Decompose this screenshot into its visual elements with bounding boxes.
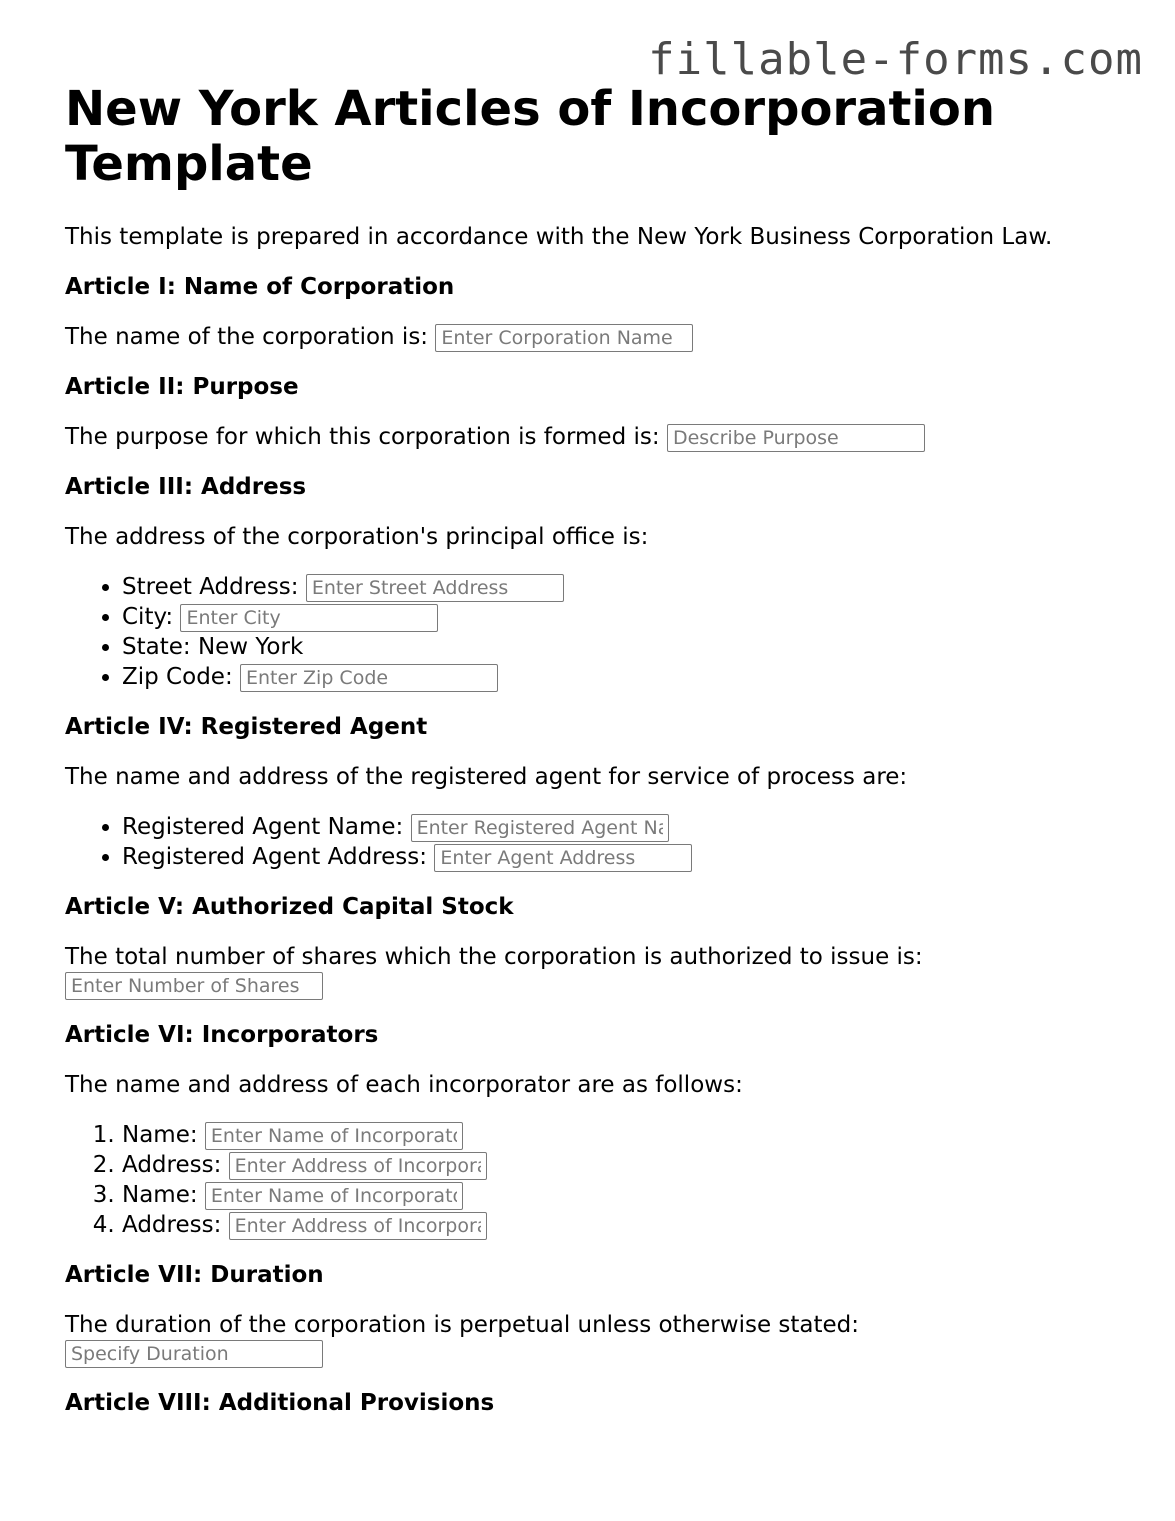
watermark: fillable-forms.com (648, 34, 1143, 85)
article-5-text (65, 942, 1125, 1000)
article-1-text (65, 322, 1125, 352)
article-7-text (65, 1310, 1125, 1368)
article-2-heading: Article II: Purpose (65, 374, 299, 400)
list-item (122, 1210, 1125, 1240)
page-title: New York Articles of Incorporation Template (65, 81, 996, 192)
state-text: State: New York (122, 634, 304, 660)
incorporator-1-address-input[interactable] (229, 1152, 487, 1180)
list-item (122, 842, 1125, 872)
article-7-heading: Article VII: Duration (65, 1262, 324, 1288)
incorporator-2-address-label: Address: (122, 1212, 222, 1238)
agent-name-input[interactable] (411, 814, 669, 842)
purpose-input[interactable] (667, 424, 925, 452)
agent-list (65, 812, 1125, 872)
incorporator-1-address-label: Address: (122, 1152, 222, 1178)
list-item (122, 602, 1125, 632)
list-item (122, 1150, 1125, 1180)
shares-label: The total number of shares which the corporation is authorized to issue is: (65, 944, 923, 970)
incorporator-2-name-input[interactable] (205, 1182, 463, 1210)
list-item (122, 812, 1125, 842)
duration-input[interactable] (65, 1340, 323, 1368)
article-6-text: The name and address of each incorporator are as follows: (65, 1072, 743, 1098)
article-5-heading: Article V: Authorized Capital Stock (65, 894, 514, 920)
intro-text: This template is prepared in accordance with the New York Business Corporation Law. (65, 224, 1053, 250)
corporation-name-label: The name of the corporation is: (65, 324, 429, 350)
shares-input[interactable] (65, 972, 323, 1000)
list-item (122, 632, 1125, 662)
article-2-text (65, 422, 1125, 452)
city-input[interactable] (180, 604, 438, 632)
zip-code-input[interactable] (240, 664, 498, 692)
incorporator-2-name-label: Name: (122, 1182, 198, 1208)
city-label: City: (122, 604, 174, 630)
incorporator-2-address-input[interactable] (229, 1212, 487, 1240)
incorporator-1-name-input[interactable] (205, 1122, 463, 1150)
list-item (122, 662, 1125, 692)
street-address-input[interactable] (306, 574, 564, 602)
zip-code-label: Zip Code: (122, 664, 233, 690)
list-item (122, 1120, 1125, 1150)
agent-name-label: Registered Agent Name: (122, 814, 404, 840)
agent-address-label: Registered Agent Address: (122, 844, 427, 870)
article-3-heading: Article III: Address (65, 474, 307, 500)
duration-label: The duration of the corporation is perpetual unless otherwise stated: (65, 1312, 860, 1338)
incorporators-list (65, 1120, 1125, 1240)
purpose-label: The purpose for which this corporation is formed is: (65, 424, 660, 450)
incorporator-1-name-label: Name: (122, 1122, 198, 1148)
article-8-heading: Article VIII: Additional Provisions (65, 1390, 495, 1416)
list-item (122, 572, 1125, 602)
document (65, 82, 1125, 1438)
article-4-text: The name and address of the registered agent for service of process are: (65, 764, 908, 790)
article-6-heading: Article VI: Incorporators (65, 1022, 379, 1048)
agent-address-input[interactable] (434, 844, 692, 872)
street-address-label: Street Address: (122, 574, 299, 600)
corporation-name-input[interactable] (435, 324, 693, 352)
article-1-heading: Article I: Name of Corporation (65, 274, 455, 300)
article-3-text: The address of the corporation's principal office is: (65, 524, 649, 550)
address-list (65, 572, 1125, 692)
article-4-heading: Article IV: Registered Agent (65, 714, 428, 740)
list-item (122, 1180, 1125, 1210)
